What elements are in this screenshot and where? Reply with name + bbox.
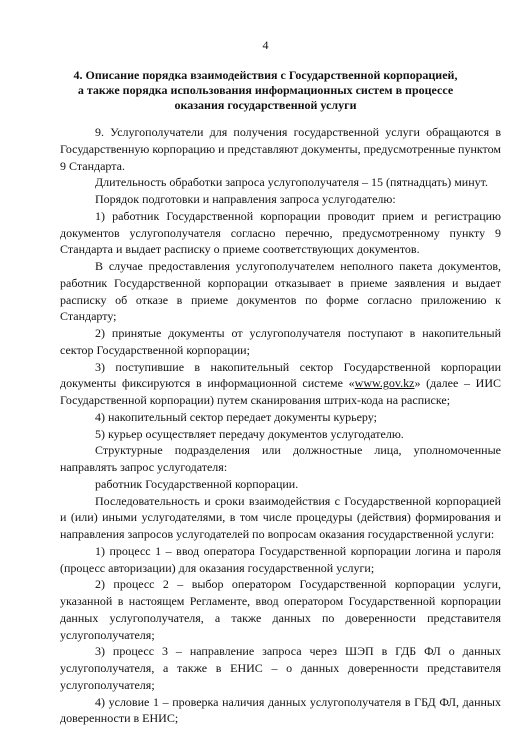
paragraph: 1) работник Государственной корпорации проводит прием и регистрацию документов услугополучателя согласно перечню, предусмотренному пункту 9 Стандарта и выдает расписку о приеме соответствующих документов. bbox=[60, 208, 501, 257]
paragraph: 1) процесс 1 – ввод оператора Государственной корпорации логина и пароля (процесс авторизации) для оказания государственной услуги; bbox=[60, 543, 501, 575]
document-body bbox=[60, 124, 501, 727]
paragraph: В случае предоставления услугополучателем неполного пакета документов, работник Государственной корпорации отказывает в приеме заявления и выдает расписку об отказе в приеме документов по форме согласно приложению к Стандарту; bbox=[60, 259, 501, 324]
paragraph: 3) процесс 3 – направление запроса через ШЭП в ГДБ ФЛ о данных услугополучателя, а также в ЕНИС – о данных доверенности представителя услугополучателя; bbox=[60, 644, 501, 692]
paragraph: работник Государственной корпорации. bbox=[95, 476, 299, 491]
paragraph: Длительность обработки запроса услугополучателя – 15 (пятнадцать) минут. bbox=[95, 175, 488, 190]
paragraph: 9. Услугополучатели для получения государственной услуги обращаются в Государственную корпорацию и представляют документы, предусмотренные пунктом 9 Стандарта. bbox=[60, 125, 501, 173]
paragraph: Порядок подготовки и направления запроса услугодателю: bbox=[95, 192, 396, 206]
gov-kz-link[interactable]: www.gov.kz bbox=[354, 376, 415, 391]
section-heading bbox=[60, 68, 471, 113]
paragraph: 2) процесс 2 – выбор оператором Государственной корпорации услуги, указанной в настоящем Регламенте, ввод оператором Государственной корпорации данных услугополучателя, а также данных по доверенности представителя услугополучателя; bbox=[60, 577, 501, 642]
paragraph: Последовательность и сроки взаимодействия с Государственной корпорацией и (или) иными услугодателями, в том числе процедуры (действия) формирования и направления запросов услугодателей по вопросам оказания государственной услуги: bbox=[60, 493, 501, 541]
heading-line: а также порядка использования информационных систем в процессе bbox=[77, 83, 454, 97]
paragraph-text: » (далее – ИИС Государственной корпорации) путем сканирования штрих-кода на расписке; bbox=[60, 376, 502, 407]
paragraph: 4) накопительный сектор передает документы курьеру; bbox=[95, 409, 377, 424]
heading-line: оказания государственной услуги bbox=[174, 98, 357, 112]
paragraph: 5) курьер осуществляет передачу документов услугодателю. bbox=[95, 426, 404, 441]
paragraph: 2) принятые документы от услугополучателя поступают в накопительный сектор Государственной корпорации; bbox=[60, 326, 501, 357]
paragraph-text: 3) поступившие в накопительный сектор Государственной корпорации документы фиксируются в информационной системе « bbox=[60, 359, 501, 391]
paragraph bbox=[60, 359, 501, 409]
page-number: 4 bbox=[262, 38, 269, 52]
paragraph: 4) условие 1 – проверка наличия данных услугополучателя в ГБД ФЛ, данных доверенности в ЕНИС; bbox=[60, 694, 501, 726]
heading-line: 4. Описание порядка взаимодействия с Государственной корпорацией, bbox=[73, 68, 458, 82]
paragraph: Структурные подразделения или должностные лица, уполномоченные направлять запрос услугодателя: bbox=[60, 443, 501, 474]
